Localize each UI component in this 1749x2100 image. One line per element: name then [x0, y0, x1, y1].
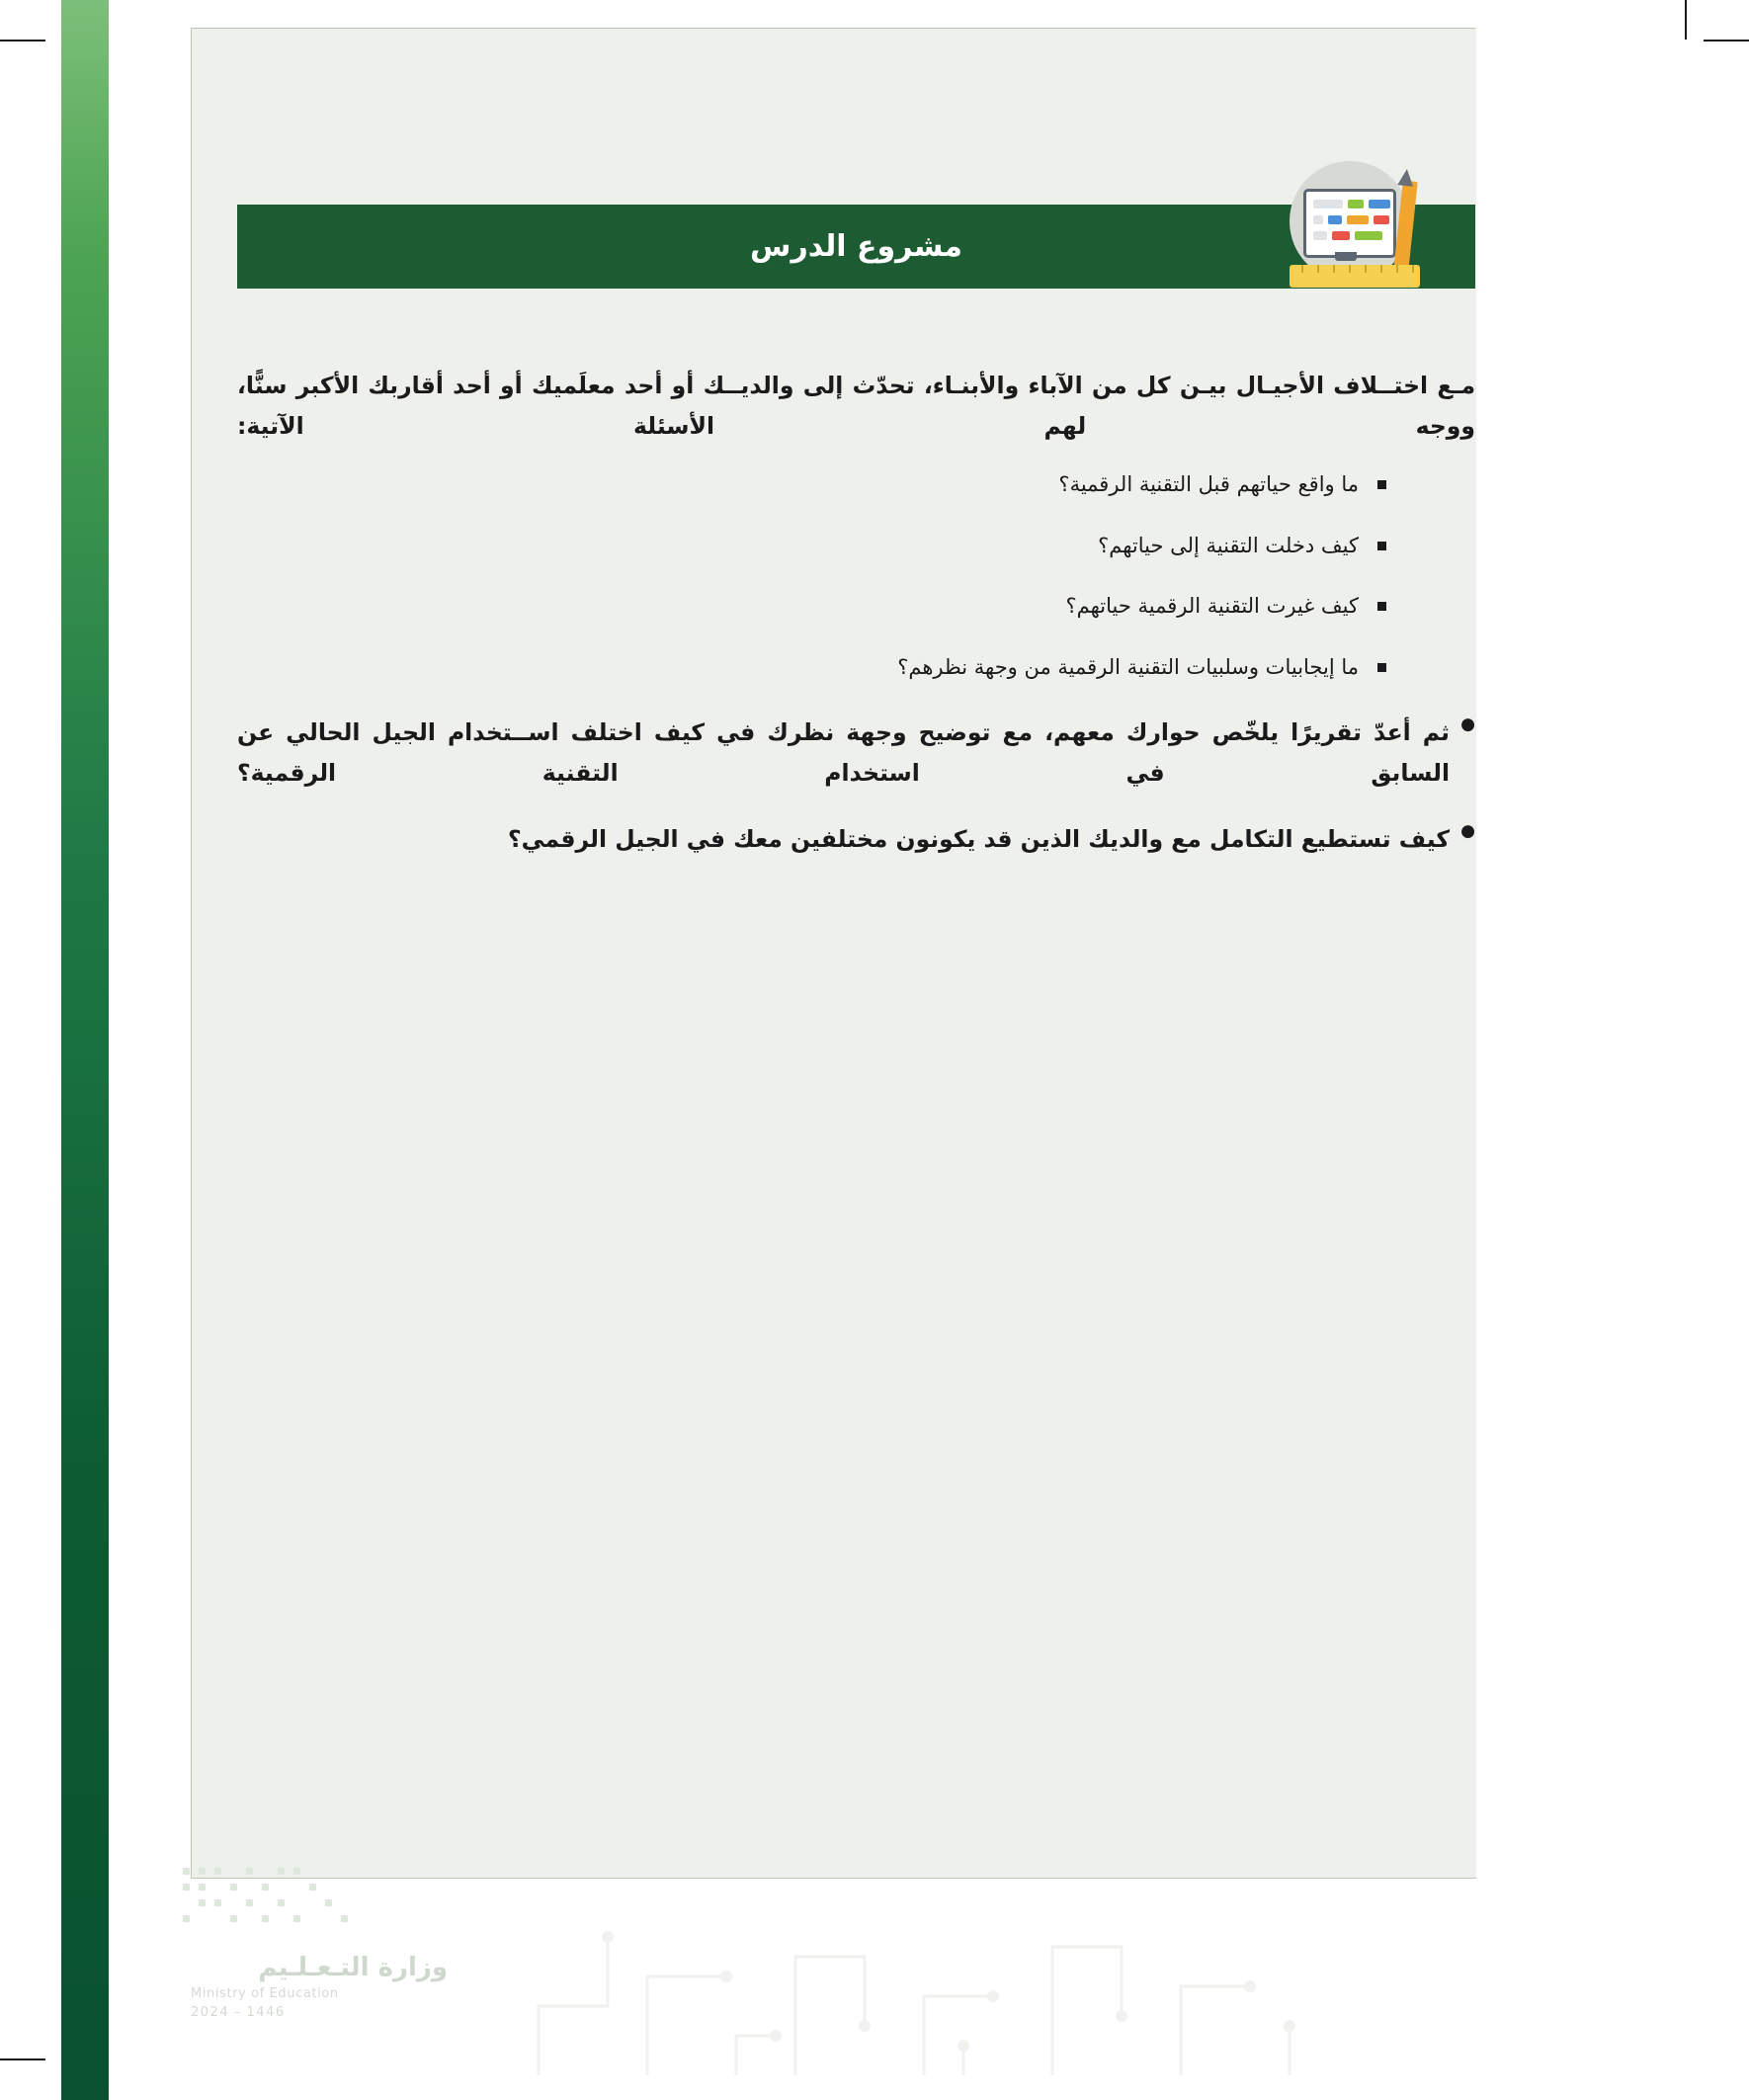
crop-mark-bottom-left-horizontal	[0, 2058, 45, 2060]
ruler-icon	[1290, 265, 1420, 288]
crop-mark-top-right-vertical	[1685, 0, 1687, 40]
monitor-stand	[1335, 252, 1357, 261]
page-title: مشروع الدرس	[750, 229, 962, 264]
publication-year: 2024 - 1446	[191, 2005, 286, 2020]
monitor-pencil-ruler-icon	[1280, 153, 1438, 316]
monitor-icon	[1303, 189, 1396, 258]
page-spine	[61, 0, 109, 2100]
circuit-pattern	[499, 1897, 1329, 2075]
lesson-project-content	[237, 366, 1475, 885]
page-panel-top-edge	[191, 28, 1475, 29]
list-item: ما إيجابيات وسلبيات التقنية الرقمية من وجهة نظرهم؟	[237, 651, 1386, 685]
list-item: ● ثم أعدّ تقريرًا يلخّص حوارك معهم، مع توضيح وجهة نظرك في كيف اختلف اســتخدام الجيل الحالي عن السابق في استخدام التقنية الرقمية؟	[237, 713, 1475, 794]
ministry-of-education-logo	[191, 1953, 448, 2020]
crop-mark-top-left-horizontal	[0, 40, 45, 42]
crop-mark-top-right-horizontal	[1704, 40, 1749, 42]
list-item: ● كيف تستطيع التكامل مع والديك الذين قد يكونون مختلفين معك في الجيل الرقمي؟	[237, 819, 1475, 860]
pencil-tip	[1397, 168, 1415, 187]
ministry-name-english: Ministry of Education	[191, 1986, 339, 2001]
list-item: كيف غيرت التقنية الرقمية حياتهم؟	[237, 590, 1386, 624]
footer-decoration	[173, 1858, 1339, 2085]
list-item: كيف دخلت التقنية إلى حياتهم؟	[237, 530, 1386, 563]
project-tasks-list	[237, 713, 1475, 860]
dot-grid-pattern	[183, 1868, 420, 1937]
interview-questions-list	[237, 468, 1475, 684]
ministry-name-arabic: وزارة التـعـلـيم	[258, 1953, 448, 1982]
list-item: ما واقع حياتهم قبل التقنية الرقمية؟	[237, 468, 1386, 502]
project-intro-text: مـع اختــلاف الأجيـال بيـن كل من الآباء والأبنـاء، تحدّث إلى والديــك أو أحد معلَميك أو أحد أقاربك الأكبر سنًّا، ووجه لهم الأسئلة الآتية:	[237, 372, 1475, 441]
